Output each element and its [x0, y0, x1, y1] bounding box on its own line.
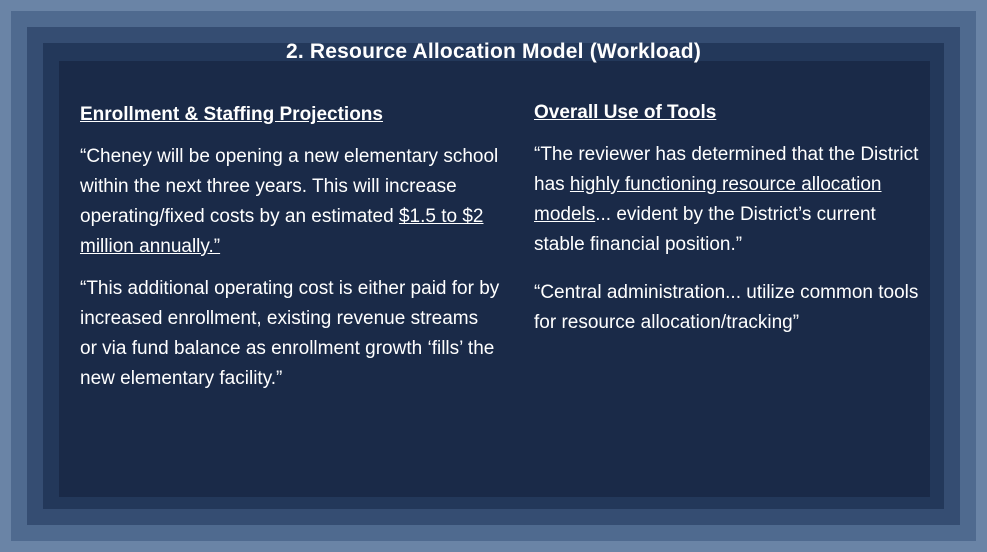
right-quote-2: “Central administration... utilize common tools for resource allocation/tracking”: [534, 282, 919, 333]
right-quote-1-after: ... evident by the District’s current stable financial position.”: [534, 204, 876, 255]
left-quote-2: “This additional operating cost is either paid for by increased enrollment, existing revenue streams or via fund balance as enrollment growth ‘fills’ the new elementary facility.”: [80, 278, 500, 389]
right-quote-1-underlined: highly functioning resource allocation models: [534, 174, 882, 225]
right-quote-1: [534, 140, 919, 260]
left-quote-1: [80, 142, 500, 262]
right-quote-1-before: “The reviewer has determined that the District has: [534, 144, 919, 195]
right-column: [534, 98, 919, 350]
slide-title: 2. Resource Allocation Model (Workload): [285, 40, 702, 63]
left-quote-1-text: “Cheney will be opening a new elementary school within the next three years. This will increase operating/fixed costs by an estimated: [80, 146, 499, 227]
left-column: [80, 100, 500, 406]
left-heading: Enrollment & Staffing Projections: [80, 104, 383, 125]
right-heading: Overall Use of Tools: [534, 102, 717, 123]
left-quote-1-underlined: $1.5 to $2 million annually.”: [80, 206, 484, 257]
